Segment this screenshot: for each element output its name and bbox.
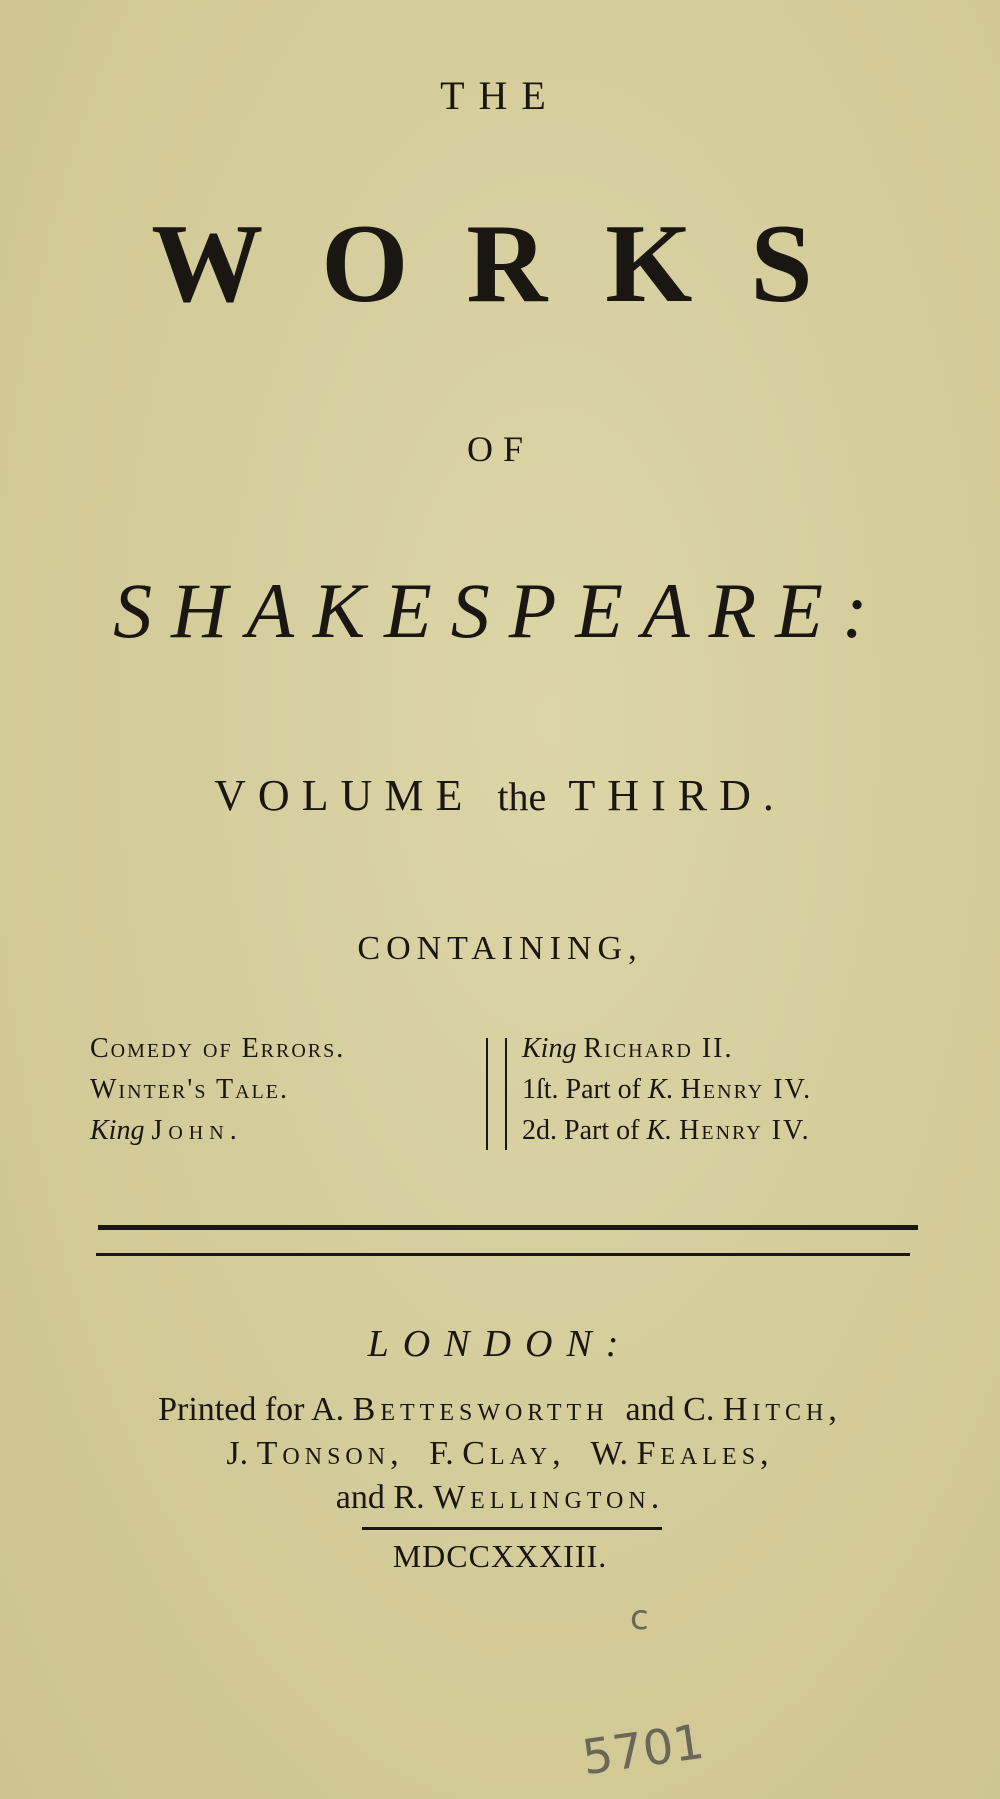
imprint-line-2: J. Tonson, F. Clay, W. Feales, (226, 1435, 774, 1472)
plays-list-right (522, 1028, 812, 1151)
handwritten-shelfmark: 5701 (578, 1713, 708, 1787)
divider-thin (96, 1253, 910, 1256)
imprint-line-3: and R. Wellington. (335, 1479, 665, 1516)
play-item: King Richard II. (522, 1033, 734, 1064)
imprint-printers (0, 1388, 1000, 1520)
imprint-line-1: Printed for A. Betteswortth and C. Hitch, (158, 1391, 842, 1428)
volume-the-word: the (497, 774, 547, 819)
play-item: Comedy of Errors. (90, 1033, 346, 1064)
containing-heading: CONTAINING, (357, 930, 643, 967)
imprint-date: MDCCXXXIII. (392, 1538, 608, 1574)
volume-line (0, 770, 1000, 821)
play-item: 2d. Part of K. Henry IV. (522, 1115, 811, 1146)
play-item: 1ſt. Part of K. Henry IV. (522, 1074, 813, 1105)
volume-third-word: THIRD. (568, 771, 786, 820)
title-of: OF (466, 429, 534, 469)
imprint-place: LONDON: (367, 1323, 633, 1365)
divider-thick (98, 1225, 918, 1230)
date-rule (362, 1527, 662, 1530)
volume-word: VOLUME (214, 771, 475, 820)
title-works: WORKS (151, 202, 871, 326)
column-divider-left (486, 1038, 488, 1150)
play-item: Winter's Tale. (90, 1074, 289, 1105)
title-author: SHAKESPEARE: (113, 567, 887, 654)
title-the: THE (440, 73, 560, 118)
play-item: King John. (90, 1115, 243, 1146)
plays-list-left (90, 1028, 345, 1151)
handwritten-mark: c (630, 1598, 649, 1638)
column-divider-right (505, 1038, 507, 1150)
